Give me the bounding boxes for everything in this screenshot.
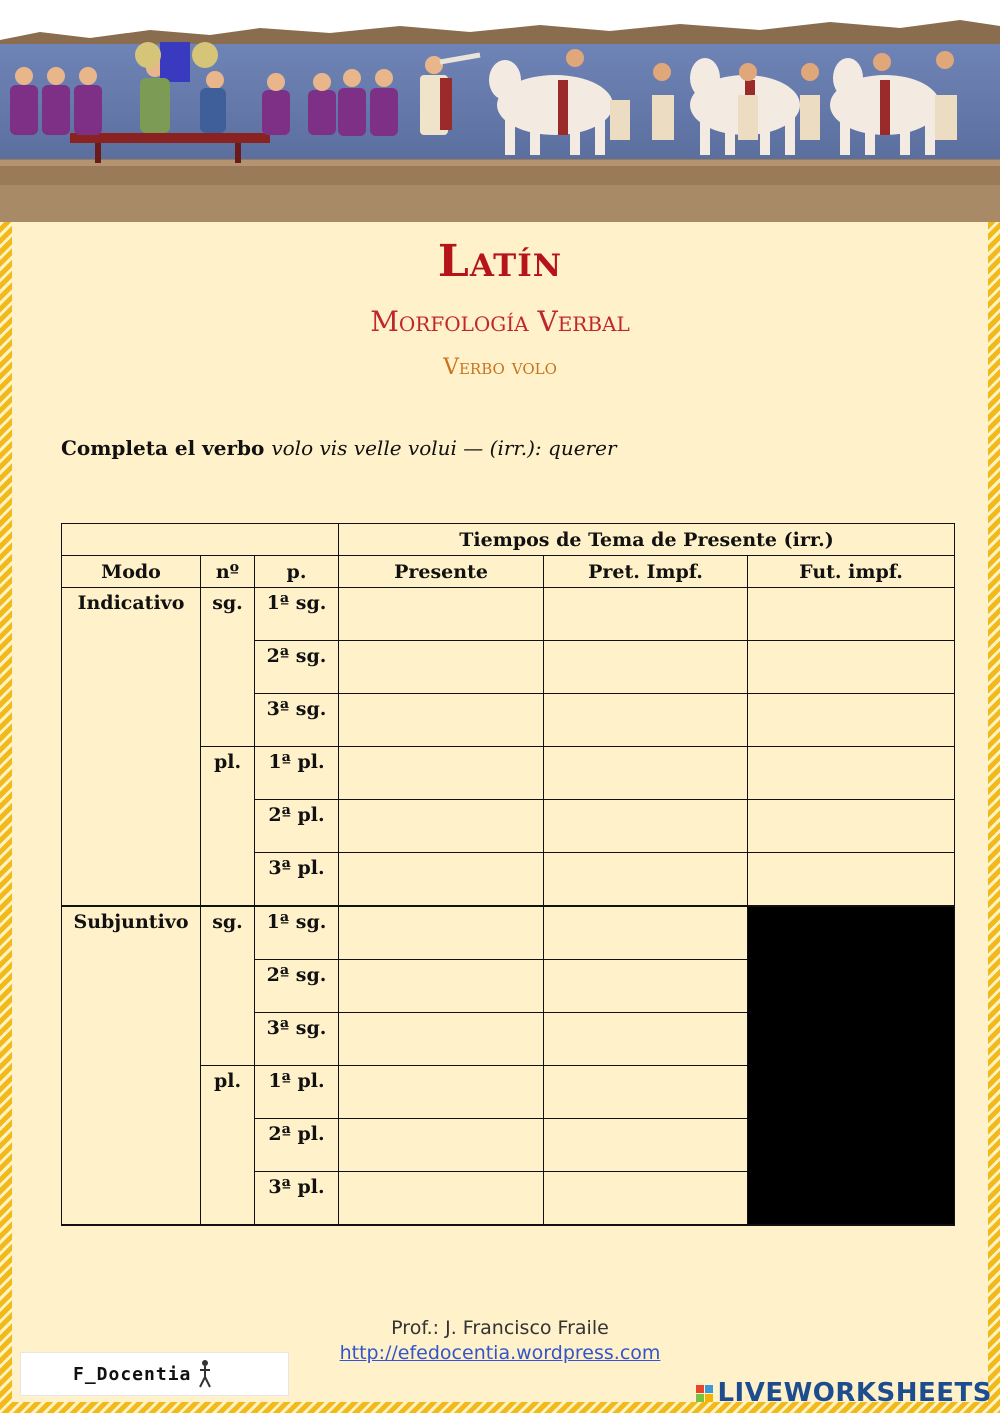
answer-cell[interactable]: [339, 853, 544, 907]
answer-cell[interactable]: [339, 800, 544, 853]
person-label: 3ª sg.: [255, 694, 339, 747]
f-docentia-logo: [20, 1352, 289, 1396]
col-header-numero: nº: [201, 556, 255, 588]
answer-cell[interactable]: [748, 588, 955, 641]
person-label: 3ª pl.: [255, 853, 339, 907]
brand-text: LIVEWORKSHEETS: [717, 1378, 992, 1408]
author-link[interactable]: http://efedocentia.wordpress.com: [339, 1342, 661, 1364]
answer-cell[interactable]: [339, 588, 544, 641]
answer-cell[interactable]: [544, 694, 748, 747]
col-header-presente: Presente: [339, 556, 544, 588]
answer-cell[interactable]: [544, 1119, 748, 1172]
page-subtitle: Morfología Verbal: [370, 305, 630, 338]
answer-cell[interactable]: [544, 1172, 748, 1226]
person-label: 2ª pl.: [255, 1119, 339, 1172]
answer-cell[interactable]: [339, 1172, 544, 1226]
answer-cell[interactable]: [339, 694, 544, 747]
answer-cell[interactable]: [339, 1013, 544, 1066]
answer-cell[interactable]: [339, 960, 544, 1013]
blocked-cell: [748, 906, 955, 1225]
instruction-verb: volo vis velle volui — (irr.): querer: [271, 436, 617, 460]
logo-text: F_Docentia: [73, 1363, 192, 1385]
answer-cell[interactable]: [339, 1066, 544, 1119]
answer-cell[interactable]: [339, 906, 544, 960]
person-label: 2ª sg.: [255, 960, 339, 1013]
answer-cell[interactable]: [339, 747, 544, 800]
instruction: [61, 436, 617, 460]
col-header-pret-impf: Pret. Impf.: [544, 556, 748, 588]
liveworksheets-logo-icon: [696, 1385, 713, 1402]
person-label: 2ª pl.: [255, 800, 339, 853]
answer-cell[interactable]: [544, 960, 748, 1013]
col-header-persona: p.: [255, 556, 339, 588]
answer-cell[interactable]: [544, 1066, 748, 1119]
answer-cell[interactable]: [544, 1013, 748, 1066]
answer-cell[interactable]: [544, 800, 748, 853]
person-label: 3ª sg.: [255, 1013, 339, 1066]
figure-icon: [197, 1359, 213, 1389]
person-label: 1ª sg.: [255, 588, 339, 641]
answer-cell[interactable]: [748, 800, 955, 853]
number-pl: pl.: [201, 1066, 255, 1226]
answer-cell[interactable]: [544, 906, 748, 960]
page-title: Latín: [437, 236, 563, 287]
instruction-prefix: Completa el verbo: [61, 436, 272, 460]
person-label: 1ª sg.: [255, 906, 339, 960]
answer-cell[interactable]: [748, 641, 955, 694]
person-label: 2ª sg.: [255, 641, 339, 694]
roman-frieze-banner: [0, 0, 1000, 222]
number-sg: sg.: [201, 588, 255, 747]
person-label: 3ª pl.: [255, 1172, 339, 1226]
answer-cell[interactable]: [544, 853, 748, 907]
page-subsubtitle: Verbo volo: [443, 355, 557, 380]
mood-subjuntivo: Subjuntivo: [62, 906, 201, 1225]
answer-cell[interactable]: [544, 588, 748, 641]
number-sg: sg.: [201, 906, 255, 1066]
answer-cell[interactable]: [544, 747, 748, 800]
answer-cell[interactable]: [748, 853, 955, 907]
author-credit: Prof.: J. Francisco Fraile: [391, 1317, 609, 1339]
group-header: Tiempos de Tema de Presente (irr.): [339, 524, 955, 556]
person-label: 1ª pl.: [255, 1066, 339, 1119]
answer-cell[interactable]: [339, 1119, 544, 1172]
frieze-illustration: [0, 0, 1000, 222]
answer-cell[interactable]: [339, 641, 544, 694]
number-pl: pl.: [201, 747, 255, 907]
col-header-modo: Modo: [62, 556, 201, 588]
conjugation-table: [61, 523, 955, 1226]
answer-cell[interactable]: [544, 641, 748, 694]
person-label: 1ª pl.: [255, 747, 339, 800]
answer-cell[interactable]: [748, 747, 955, 800]
liveworksheets-brand: [696, 1378, 992, 1408]
answer-cell[interactable]: [748, 694, 955, 747]
col-header-fut-impf: Fut. impf.: [748, 556, 955, 588]
mood-indicativo: Indicativo: [62, 588, 201, 907]
header-empty-cell: [62, 524, 339, 556]
